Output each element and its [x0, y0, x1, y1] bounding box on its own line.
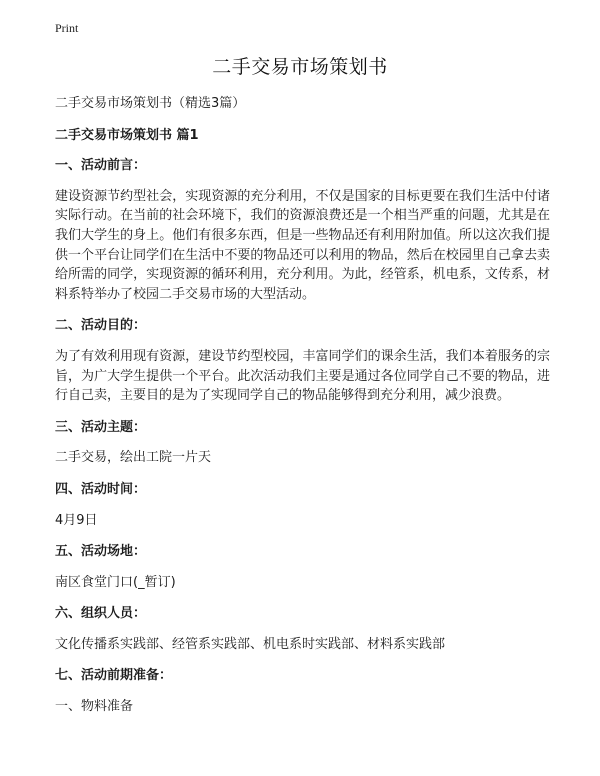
section-body-organizers: 文化传播系实践部、经管系实践部、机电系时实践部、材料系实践部 [55, 636, 446, 652]
document-body [55, 94, 550, 729]
section-body-purpose: 为了有效利用现有资源，建设节约型校园，丰富同学们的课余生活，我们本着服务的宗旨，为广大学生提供一个平台。此次活动我们主要是通过各位同学自己不要的物品，进行自己卖，主要目的是为了实现同学自己的物品能够得到充分利用，减少浪费。 [55, 348, 550, 404]
section-body-time: 4月9日 [55, 512, 98, 528]
document-title: 二手交易市场策划书 [212, 56, 388, 78]
section-heading-preface: 一、活动前言： [55, 158, 147, 174]
section-heading-organizers: 六、组织人员： [55, 606, 147, 622]
article-heading: 二手交易市场策划书 篇1 [55, 127, 199, 143]
section-heading-preparation: 七、活动前期准备： [55, 668, 173, 684]
section-heading-time: 四、活动时间： [55, 481, 147, 497]
section-body-venue: 南区食堂门口(_暂订) [55, 574, 176, 590]
section-body-theme: 二手交易，绘出工院一片天 [55, 450, 212, 466]
section-heading-purpose: 二、活动目的： [55, 318, 147, 334]
section-heading-venue: 五、活动场地： [55, 544, 147, 560]
section-body-preface: 建设资源节约型社会，实现资源的充分利用，不仅是国家的目标更要在我们生活中付诸实际行动。在当前的社会环境下，我们的资源浪费还是一个相当严重的问题，尤其是在我们大学生的身上。他们有很多东西，但是一些物品还有利用附加值。所以这次我们提供一个平台让同学们在生活中不要的物品还可以利用的物品，然后在校园里自己拿去卖给所需的同学，实现资源的循环利用，充分利用。为此，经管系，机电系，文传系，材料系特举办了校园二手交易市场的大型活动。 [55, 188, 550, 302]
document-subtitle: 二手交易市场策划书（精选3篇） [55, 96, 246, 111]
section-body-preparation: 一、物料准备 [55, 699, 134, 715]
print-link[interactable]: Print [55, 21, 79, 35]
section-heading-theme: 三、活动主题： [55, 419, 147, 435]
